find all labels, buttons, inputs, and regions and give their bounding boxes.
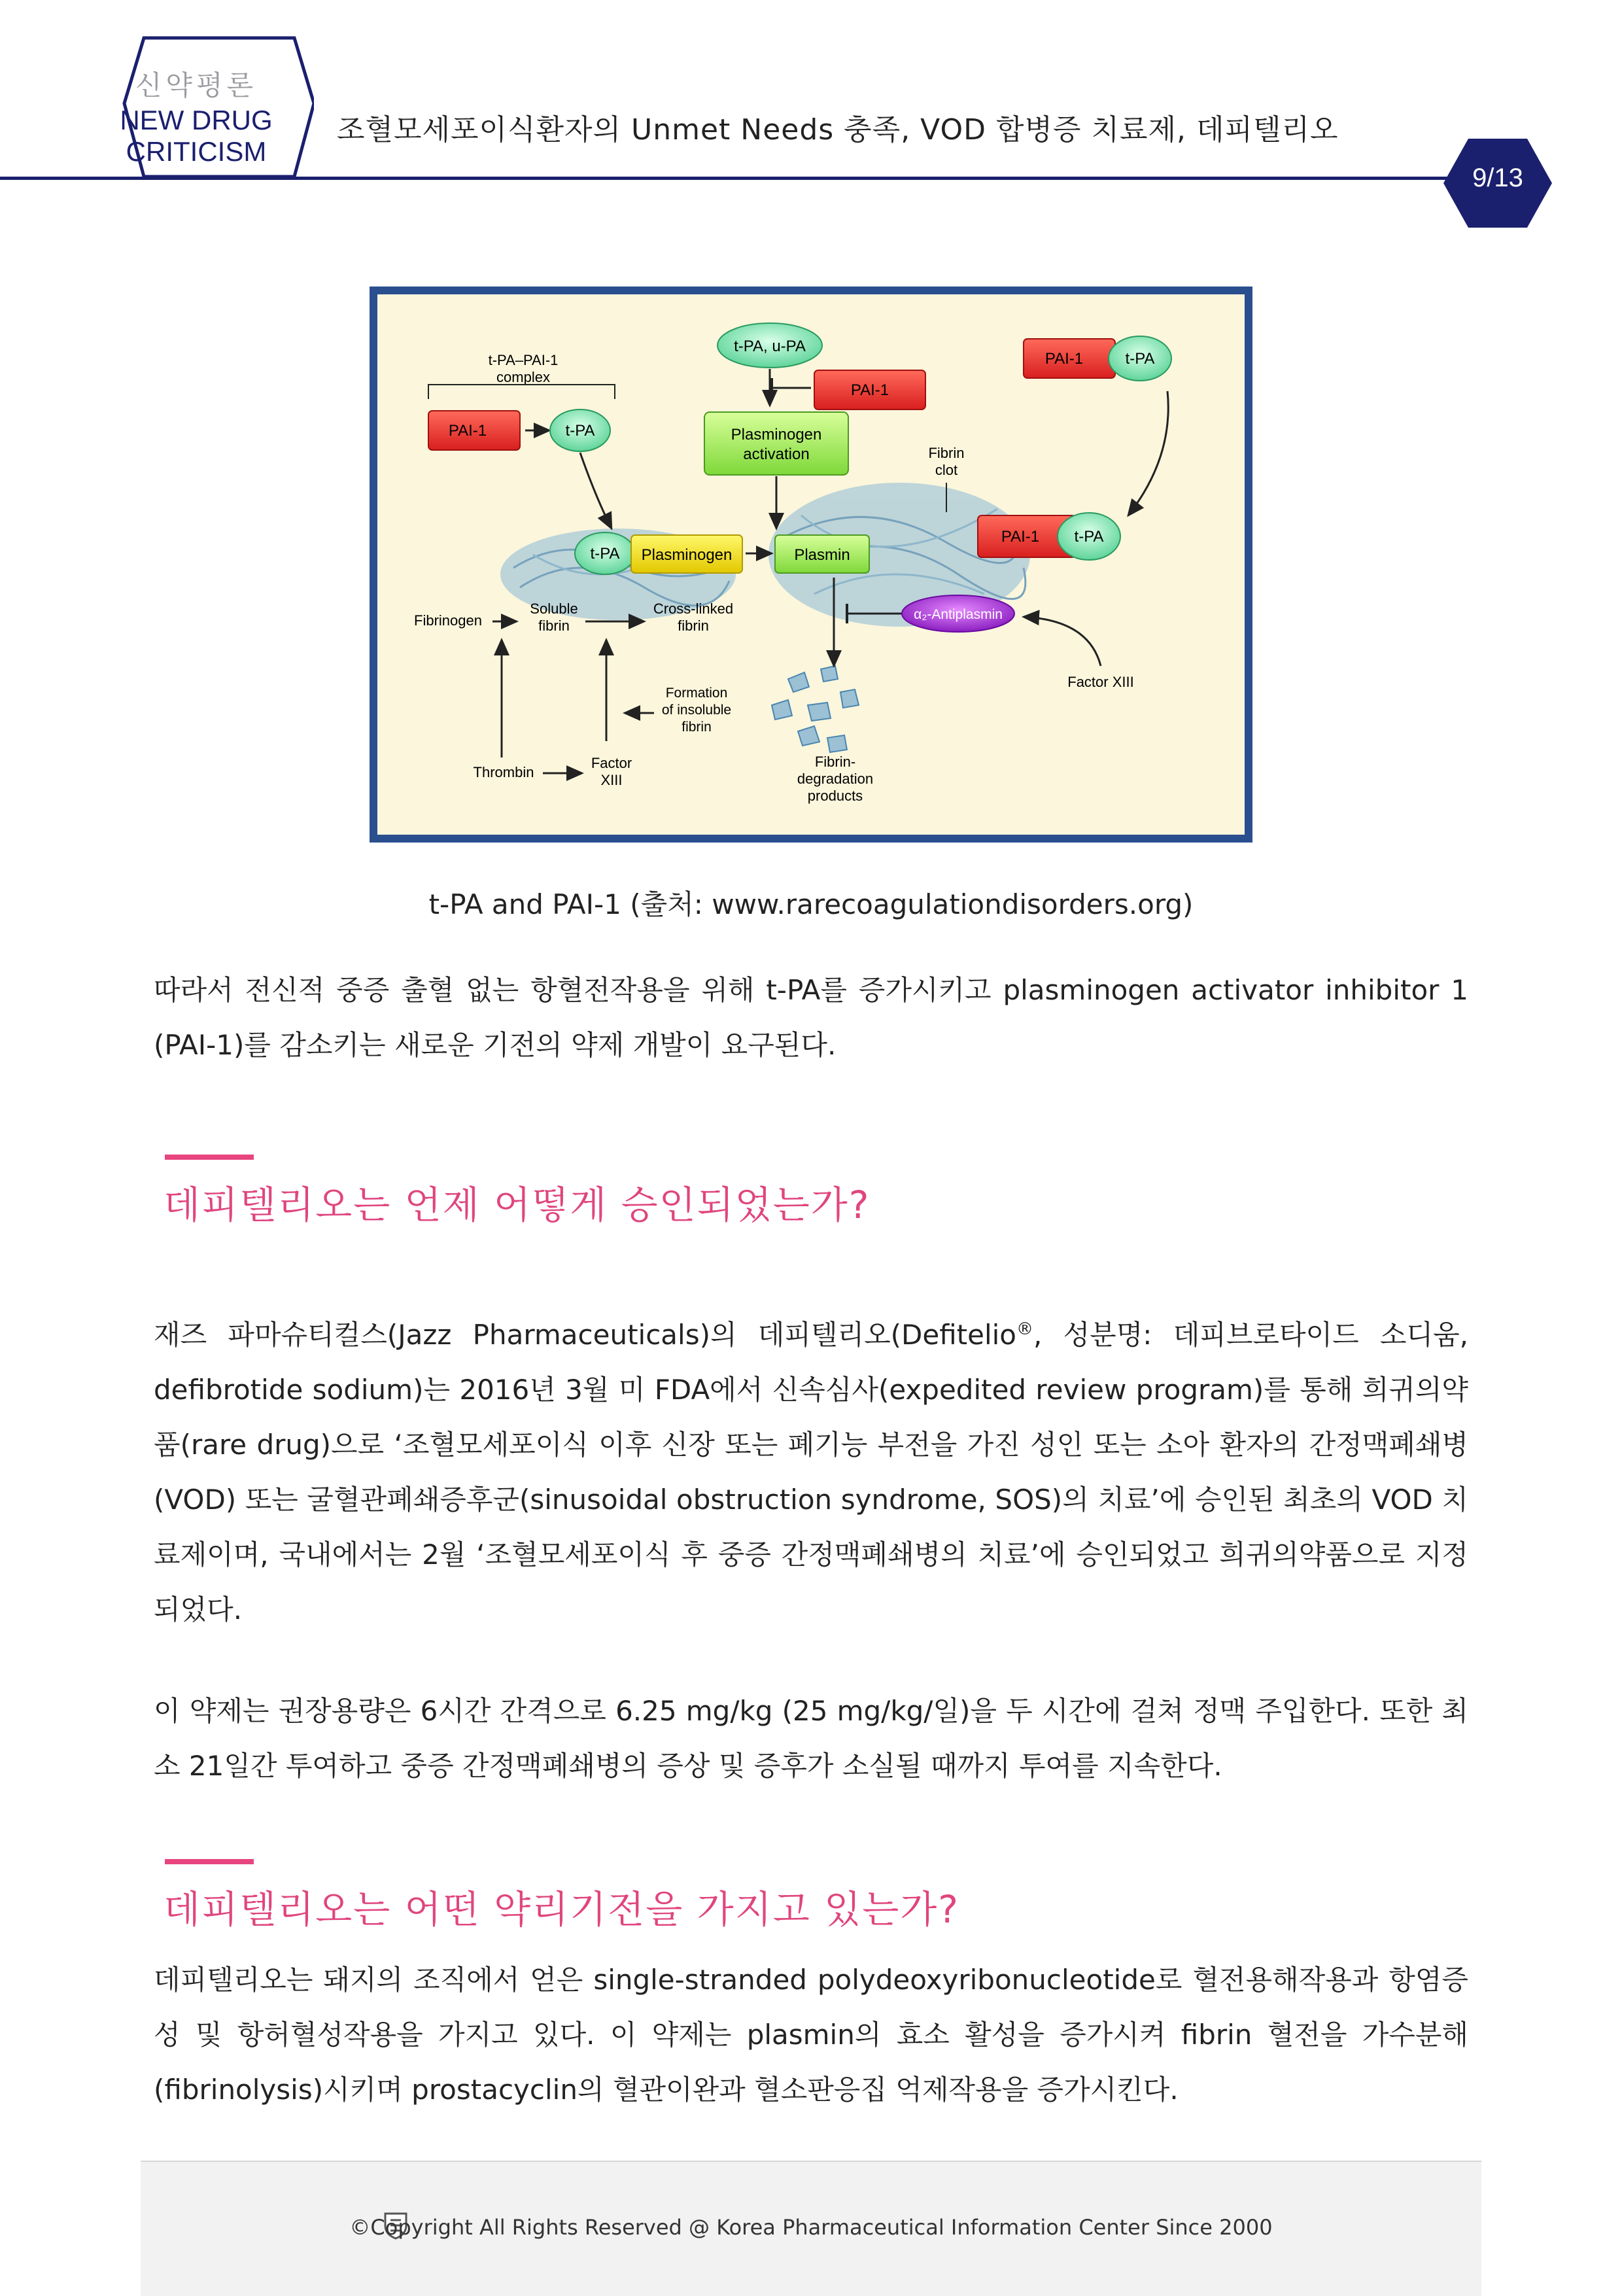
logo-english-line2: CRITICISM [126, 136, 267, 167]
paragraph-3: 이 약제는 권장용량은 6시간 간격으로 6.25 mg/kg (25 mg/kg/일)을 두 시간에 걸쳐 정맥 주입한다. 또한 최소 21일간 투여하고 중증 간정맥폐쇄병의 증상 및 증후가 소실될 때까지 투여를 지속한다. [154, 1695, 1468, 1782]
label-fibrinogen: Fibrinogen [414, 612, 482, 629]
heading-accent-1 [165, 1155, 254, 1160]
label-factor-xiii-right: Factor XIII [1067, 674, 1134, 690]
label-pai1-d: PAI-1 [1001, 528, 1040, 546]
label-tpa-d: t-PA [590, 545, 620, 563]
label-plasmin: Plasmin [794, 546, 850, 564]
label-plasminogen-activation-2: activation [743, 445, 810, 463]
label-fdp-2: degradation [797, 771, 874, 787]
label-complex-2: complex [496, 369, 550, 385]
label-tpa-a: t-PA [565, 422, 595, 440]
label-soluble-1: Soluble [530, 600, 578, 617]
label-tpa-b: t-PA [1125, 350, 1155, 368]
label-fdp-1: Fibrin- [814, 754, 856, 770]
heading-approval: 데피텔리오는 언제 어떻게 승인되었는가? [164, 1183, 871, 1227]
paragraph-2-part-b: , 성분명: 데피브로타이드 소디움, defibrotide sodium)는 2016년 3월 미 FDA에서 신속심사(expedited review program)를 통해 희귀의약품(rare drug)으로 ‘조혈모세포이식 이후 신장 또는 폐기능 부전을 가진 성인 또는 소아 환자의 간정맥폐쇄병(VOD) 또는 굴혈관폐쇄증후군(sinusoidal obstruction syndrome, SOS)의 치료’에 승인된 최초의 VOD 치료제이며, 국내에서는 2월 ‘조혈모세포이식 후 중증 간정맥폐쇄병의 치료’에 승인되었고 희귀의약품으로 지정되었다. [154, 1319, 1468, 1626]
label-complex-1: t-PA–PAI-1 [488, 352, 559, 368]
label-plasminogen: Plasminogen [641, 546, 733, 564]
page-number: 9/13 [1472, 164, 1523, 192]
label-pai1-b: PAI-1 [850, 381, 889, 399]
logo-korean: 신약평론 [135, 70, 258, 101]
label-formation-1: Formation [665, 686, 728, 701]
label-fibrin-clot-2: clot [935, 462, 958, 478]
copyright-text: ©Copyright All Rights Reserved @ Korea Pharmaceutical Information Center Since 2000 [349, 2215, 1273, 2240]
page-title: 조혈모세포이식환자의 Unmet Needs 충족, VOD 합병증 치료제, 데피텔리오 [337, 113, 1339, 147]
paragraph-1: 따라서 전신적 중증 출혈 없는 항혈전작용을 위해 t-PA를 증가시키고 plasminogen activator inhibitor 1 (PAI-1)를 감소키는 새로운 기전의 약제 개발이 요구된다. [154, 974, 1468, 1061]
label-pai1-a: PAI-1 [448, 422, 487, 440]
label-formation-2: of insoluble [661, 703, 732, 718]
paragraph-2 [154, 1302, 1468, 1637]
label-tpa-c: t-PA [1074, 528, 1104, 546]
paragraph-2-part-a: 재즈 파마슈티컬스(Jazz Pharmaceuticals)의 데피텔리오(Defitelio [154, 1319, 1016, 1351]
label-tpa-upa: t-PA, u-PA [734, 338, 806, 355]
label-thrombin: Thrombin [473, 764, 534, 780]
label-fibrin-clot-1: Fibrin [928, 445, 965, 461]
figure-caption: t-PA and PAI-1 (출처: www.rarecoagulationdisorders.org) [428, 888, 1194, 920]
label-factor-1: Factor [591, 755, 632, 771]
heading-accent-2 [165, 1859, 254, 1864]
logo-english-line1: NEW DRUG [120, 105, 273, 135]
registered-mark: ® [1016, 1319, 1033, 1339]
label-fdp-3: products [807, 788, 863, 804]
fibrinolysis-diagram [370, 287, 1252, 843]
label-plasminogen-activation-1: Plasminogen [731, 426, 822, 444]
label-factor-2: XIII [600, 772, 623, 788]
label-antiplasmin: α₂-Antiplasmin [914, 607, 1003, 622]
paragraph-4: 데피텔리오는 돼지의 조직에서 얻은 single-stranded polydeoxyribonucleotide로 혈전용해작용과 항염증성 및 항허혈성작용을 가지고 있다. 이 약제는 plasmin의 효소 활성을 증가시켜 fibrin 혈전을 가수분해(fibrinolysis)시키며 prostacyclin의 혈관이완과 혈소판응집 억제작용을 증가시킨다. [154, 1964, 1468, 2106]
label-soluble-2: fibrin [538, 617, 570, 634]
label-crosslinked-1: Cross-linked [653, 600, 734, 617]
label-pai1-c: PAI-1 [1044, 350, 1084, 368]
label-crosslinked-2: fibrin [678, 617, 709, 634]
label-formation-3: fibrin [682, 720, 712, 735]
heading-mechanism: 데피텔리오는 어떤 약리기전을 가지고 있는가? [164, 1887, 960, 1932]
